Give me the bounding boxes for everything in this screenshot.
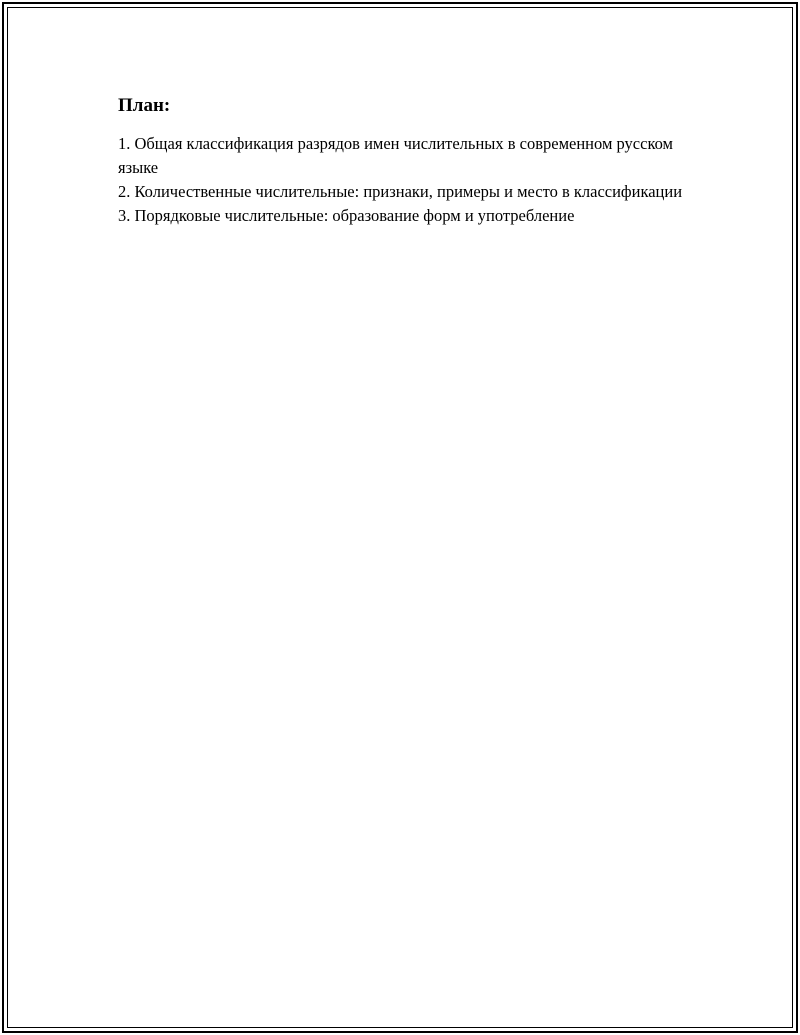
plan-heading: План:	[118, 95, 171, 116]
plan-list	[118, 132, 688, 228]
plan-item: 2. Количественные числительные: признаки, примеры и место в классификации	[118, 182, 683, 201]
document-body	[118, 94, 688, 228]
plan-item: 1. Общая классификация разрядов имен числительных в современном русском языке	[118, 134, 673, 177]
plan-item: 3. Порядковые числительные: образование форм и употребление	[118, 206, 575, 225]
